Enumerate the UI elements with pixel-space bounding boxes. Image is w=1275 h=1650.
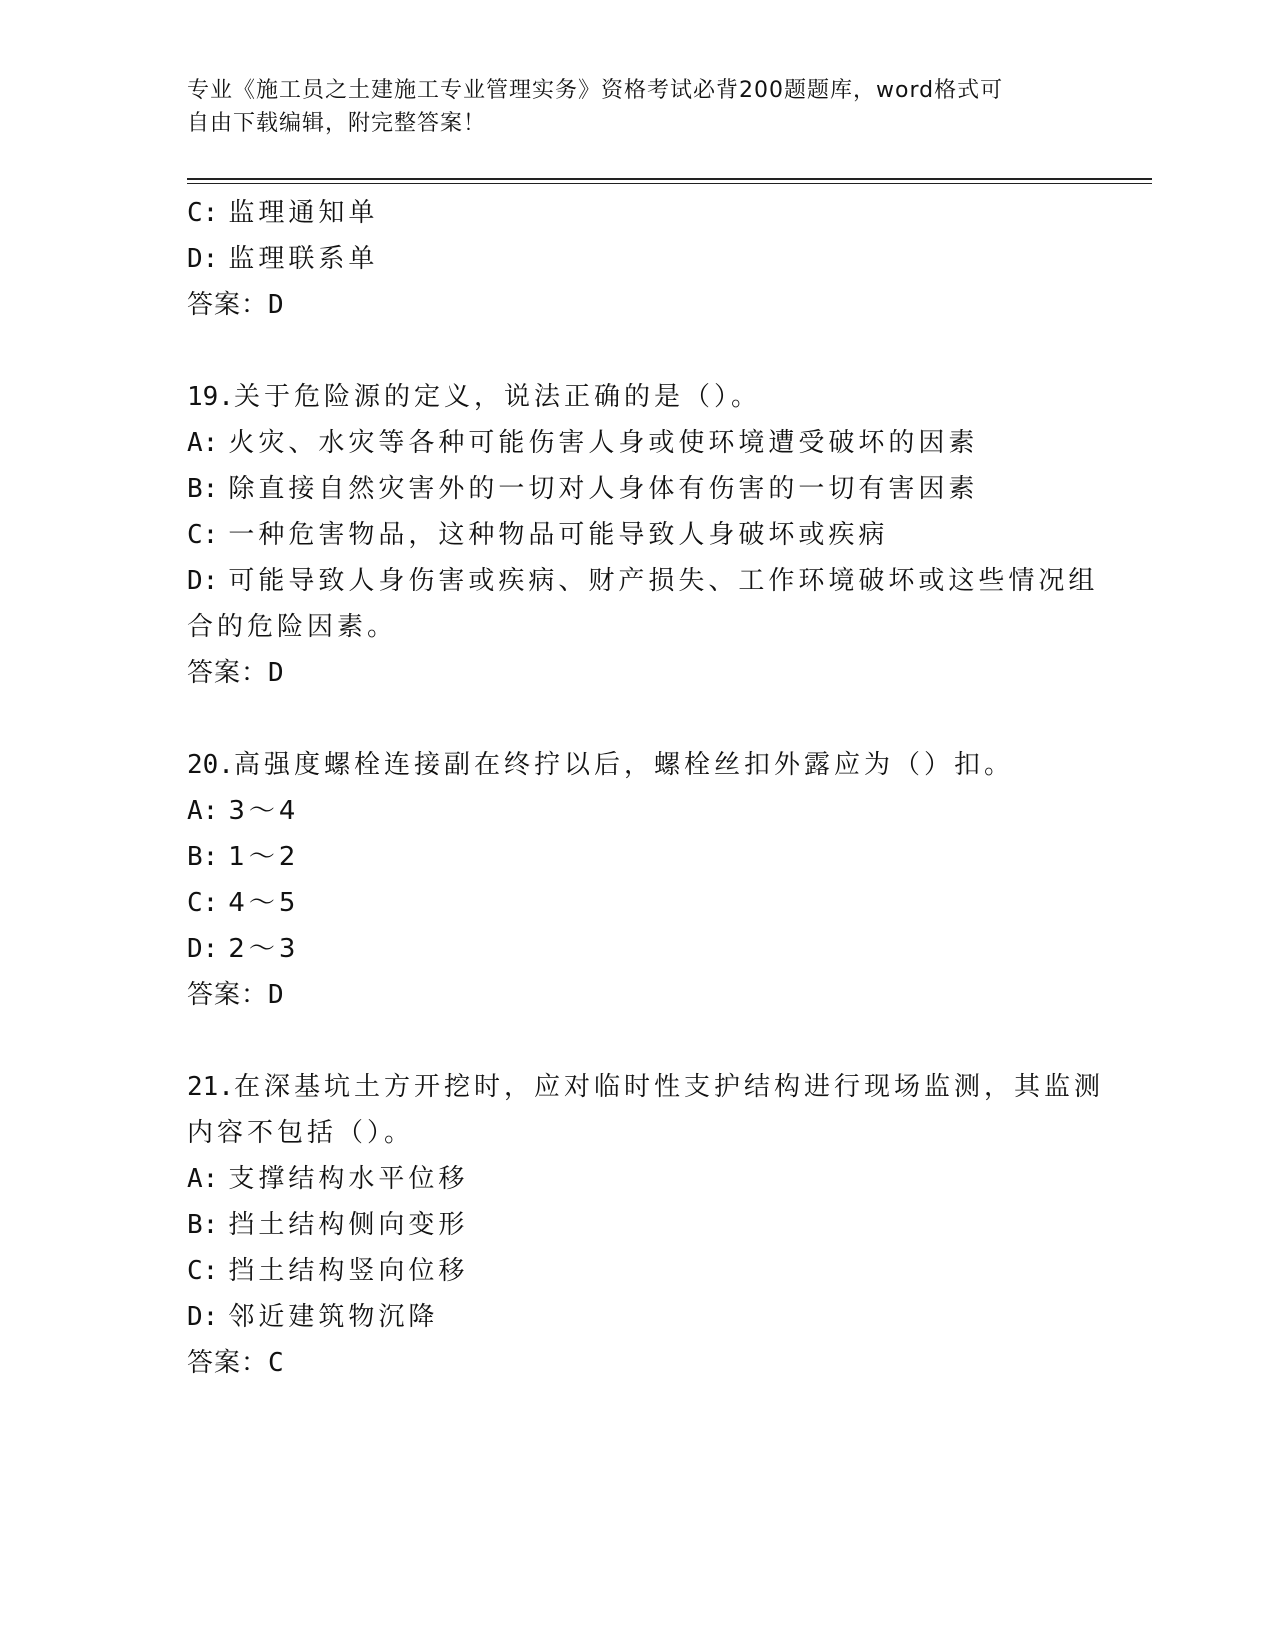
option-label: C:: [187, 888, 219, 918]
option-text: 1～2: [228, 842, 300, 872]
answer-label: 答案：: [187, 658, 269, 688]
header-line-2: 自由下载编辑，附完整答案！: [187, 111, 487, 136]
question-stem-continuation: [187, 1110, 1087, 1156]
option-text: 一种危害物品，这种物品可能导致人身破坏或疾病: [228, 520, 889, 550]
option-label: D:: [187, 934, 219, 964]
answer-line: [187, 650, 1087, 696]
option-d: [187, 236, 1087, 282]
header-divider-thin: [187, 183, 1152, 184]
spacer: [187, 1018, 1087, 1064]
option-label: A:: [187, 796, 219, 826]
option-label: B:: [187, 842, 219, 872]
question-number: 20.: [187, 750, 234, 780]
option-label: A:: [187, 1164, 219, 1194]
answer-value: D: [268, 658, 284, 688]
option-text: 4～5: [228, 888, 300, 918]
answer-label: 答案：: [187, 980, 269, 1010]
question-text: 高强度螺栓连接副在终拧以后，螺栓丝扣外露应为（）扣。: [233, 750, 1014, 780]
header-line-1: 专业《施工员之土建施工专业管理实务》资格考试必背200题题库，word格式可: [187, 78, 1004, 103]
question-21: [187, 1064, 1104, 1386]
answer-label: 答案：: [187, 1348, 269, 1378]
question-list: [187, 190, 1104, 1386]
option-a: [187, 788, 1087, 834]
option-label: B:: [187, 474, 219, 504]
option-text: 3～4: [228, 796, 300, 826]
option-text: 除直接自然灾害外的一切对人身体有伤害的一切有害因素: [228, 474, 979, 504]
option-text: 挡土结构侧向变形: [228, 1210, 469, 1240]
answer-line: [187, 972, 1087, 1018]
question-20: [187, 742, 1087, 1018]
option-label: D:: [187, 566, 219, 596]
spacer: [187, 328, 1087, 374]
option-b: [187, 834, 1087, 880]
document-header: [187, 74, 1067, 140]
spacer: [187, 696, 1087, 742]
option-label: B:: [187, 1210, 219, 1240]
answer-line: [187, 282, 1087, 328]
option-c: [187, 1248, 1087, 1294]
option-label: D:: [187, 1302, 219, 1332]
question-stem: [187, 742, 1087, 788]
option-text: 挡土结构竖向位移: [228, 1256, 469, 1286]
answer-value: C: [268, 1348, 284, 1378]
question-stem: [187, 374, 1087, 420]
option-c: [187, 512, 1087, 558]
answer-label: 答案：: [187, 290, 269, 320]
option-b: [187, 466, 1087, 512]
question-number: 19.: [187, 382, 234, 412]
question-18-partial: [187, 190, 1087, 328]
option-a: [187, 1156, 1087, 1202]
option-text: 2～3: [228, 934, 300, 964]
question-stem: [187, 1064, 1104, 1110]
option-text: 火灾、水灾等各种可能伤害人身或使环境遭受破坏的因素: [228, 428, 979, 458]
option-text: 监理联系单: [228, 244, 379, 274]
header-divider-thick: [187, 178, 1152, 180]
option-label: D:: [187, 244, 219, 274]
option-text: 可能导致人身伤害或疾病、财产损失、工作环境破坏或这些情况组: [228, 566, 1099, 596]
answer-line: [187, 1340, 1087, 1386]
question-text-continuation: 内容不包括（）。: [187, 1118, 415, 1148]
question-19: [187, 374, 1099, 696]
option-label: C:: [187, 198, 219, 228]
option-text: 支撑结构水平位移: [228, 1164, 469, 1194]
option-d: [187, 558, 1099, 604]
option-label: A:: [187, 428, 219, 458]
option-label: C:: [187, 1256, 219, 1286]
option-b: [187, 1202, 1087, 1248]
option-c: [187, 190, 1087, 236]
option-c: [187, 880, 1087, 926]
question-text: 在深基坑土方开挖时，应对临时性支护结构进行现场监测，其监测: [233, 1072, 1104, 1102]
option-d: [187, 1294, 1087, 1340]
option-d-continuation: [187, 604, 1087, 650]
option-text-continuation: 合的危险因素。: [187, 612, 398, 642]
option-text: 监理通知单: [228, 198, 379, 228]
answer-value: D: [268, 980, 284, 1010]
question-number: 21.: [187, 1072, 234, 1102]
option-label: C:: [187, 520, 219, 550]
answer-value: D: [268, 290, 284, 320]
option-text: 邻近建筑物沉降: [228, 1302, 439, 1332]
option-a: [187, 420, 1087, 466]
option-d: [187, 926, 1087, 972]
question-text: 关于危险源的定义，说法正确的是（）。: [233, 382, 761, 412]
